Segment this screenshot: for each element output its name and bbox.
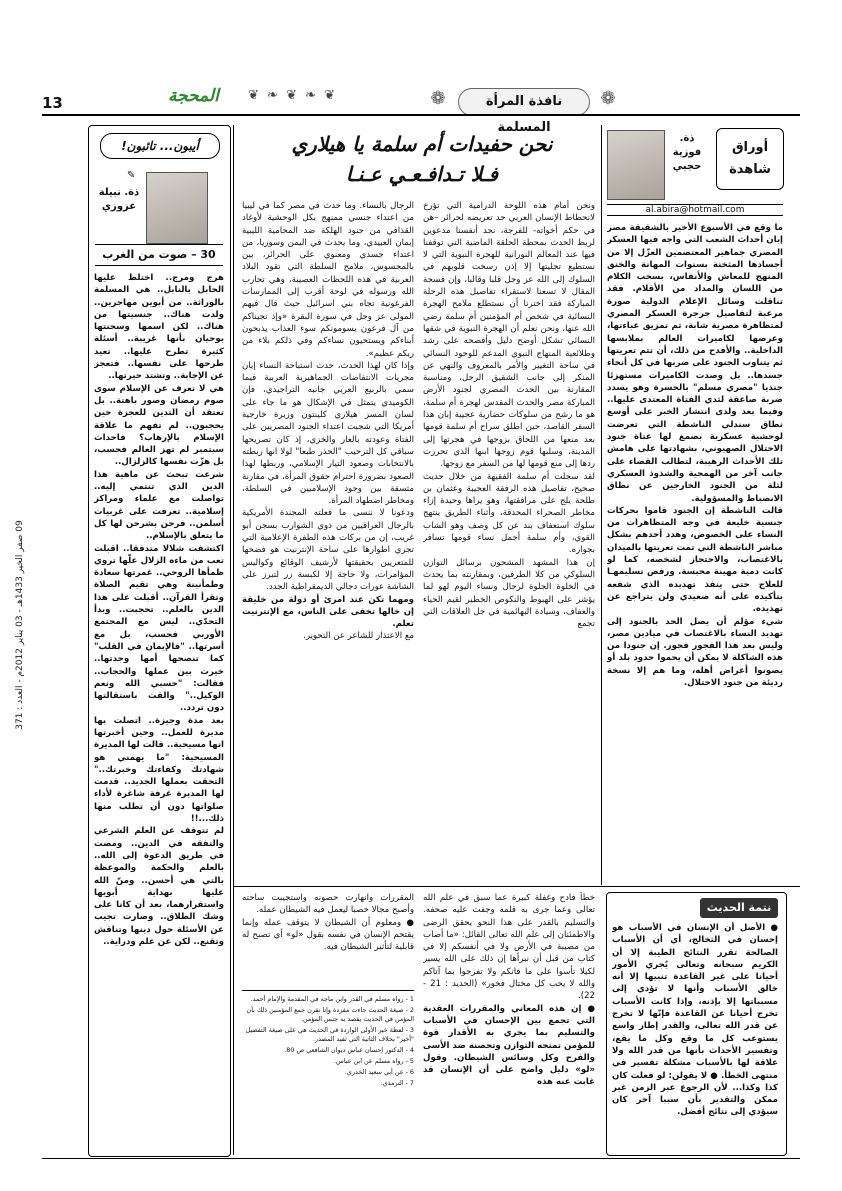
- right-author-label: ذة. فوزية حجبي: [672, 133, 702, 172]
- article-title-line-1: نحن حفيدات أم سلمة يا هيلاري: [291, 132, 553, 156]
- hadith-box-text: ● الأصل أن الإنسان في الأسباب هو إحسان في التخالج، أي أن الأسباب الصالحة تقرر النتائج الطيبة إلا أن الكريم سبحانه وتعالى يُجري الأمور أحيانا على غير القاعدة تنبيها إلا أنه خالق الأسباب وأنها لا تؤدي إلى مسبباتها إلا بإذنه، وإذا كانت الأسباب تخرج أحيانا عن القاعدة فإنّها لا تخرج عن قدر الله تعالى، والقدر إطار واسع يستوعب كل ما وقع وكل ما يقع، وتفسير الأحداث بأنها من قدر الله ولا علاقة لها بالأسباب مشكلة تفسير في منتهى الخطأ. ● لا يقولن: لو فعلت كان كذا وكذا... لأن الرجوع عبر الزمن غير ممكن والتقدير بأن سببا آخر كان سيؤدي إلى نتائج أفضل.: [612, 923, 778, 1118]
- banner-ornament-icon: ❁: [600, 88, 616, 109]
- section-label: المحجة: [168, 86, 219, 106]
- issue-date: 09 صفر الخير 1433هـ - 03 يناير 2012م - العدد : 371: [15, 520, 25, 730]
- footnotes: 1 - رواه مسلم في القدر وابن ماجه في المقدمة والإمام أحمد. 2 - صيغة الحديث جاءت مفردة وإنا نقرن جمع المؤمنين ذلك بأن المؤمن في الحديث يقصد به جنس المؤمن. 3 - لفظة خير الأولى الواردة في الحديث هي على صيغة التفضيل "أخير" بخلاف الثانية التي تفيد المصدر. 4 - الدكتور إحسان عباس ديوان الشافعي ص 80. 5 - رواه مسلم عن ابن عباس. 6 - عن أبي سعيد الخدري. 7 - الترمذي.: [242, 990, 414, 1159]
- header-rule: [42, 114, 800, 116]
- bottom-section-rule: [233, 886, 800, 887]
- left-author-label: ذة. نبيلة عزوزي: [98, 187, 140, 212]
- bottom-column-b: المقررات وانهارت حصونه واستجيبت ساحته وأصبح مجالا خصبا ليعمل فيه الشيطان عمله. ● ومعلوم أن الشيطان لا يتوقف عمله وإنما يقتحم الإنسان في نفسه بقول «لو» أي تصبح له قابلية لتأثير الشيطان فيه.: [242, 893, 414, 953]
- article-column-a: ونحن أمام هذه اللوحة الدرامية التي تؤرخ لانحطاط الإنسان العربي حد تعريضه لحرائر –هن في حكم أخواته- للفرجة، نجد أنفسنا مدعوين لربط الحدث بمحطة الحلقة الماضية التي توقفنا فيها عند المعالم النورانية للهجرة النبوية التي لا نستطيع تجليتها إلا إذن رسخت قلوبهم في السلوك إلى الله عز وجل قلبا وقالبا، وإن فسحة المقال لا تسعنا لاستقراء تفاصيل هذه الرحلة المباركة فقد اخترنا أن نستطلع ملامح الهجرة النسائية في شخص أم المؤمنين أم سلمة رضي الله عنها، ونحن نعلم أن الهجرة النبوية في شقها النسائي تشكل أوضح دليل وأفصحه على رشد وطلائعية المنهاج النبوي المدعم للوجود النسائي في ساحة التغيير والأمر بالمعروف والنهي عن المنكر إلى جانب الشقيق الرجل، ومناسبة المقارنة بين الحدث المصري لجنود الأرض المباركة مصر والحدث المقدس لهجرة أم سلمة، هو ما رشح من سلوكات حضارية عجيبة إبان هذا السفر القاصد، حين اطلق سراح أم سلمة قومها بعد منعها من اللحاق بزوجها في هجرتها إلى المدينة، وسلبها قوم زوجها ابنها الذي تحررت ردها إلى منع قومها لها من السفر مع زوجها. لقد سجلت أم سلمة الفقيهة من خلال حديث صحيح، تفاصيل هذه الرفقة العجيبة وعثمان بن طلحة يلج على مرافقتها، وهو يراها وحيدة إزاء مخاطر الصحراء المحدقة، وأثناء الطريق ينتهج سلوك استعفاف بند عن كل وصف وهو الشاب القوي، وأم سلمة أجمل نساء قومها تسافر بجواره. إن هذا المشهد المشحون برسائل التوازن السلوكي من كلا الطرفين، وبمقارنته بما يحدث في الخلوة الجلوة لرجال ونساء اليوم لهو لما يؤشر على الهبوط والنكوص الخطير لقيم الحياء والعفاف، وسيادة البهائمية في جل العلاقات التي تجمع: [423, 201, 595, 630]
- author-photo: [607, 130, 665, 200]
- bottom-column-a: خطأ فادح وغفلة كبيرة عما سبق في علم الله تعالى وعما جرى به قلمه وجفت عليه صحفه. والتسليم بالقدر على هذا النحو يحقق الرضى والاطمئنان إلى علم الله تعالى القائل: «ما أصاب من مصيبة في الأرض ولا في أنفسكم إلا في كتاب من قبل أن نبرأها إن ذلك على الله يسير لكيلا تأسوا على ما فاتكم ولا تفرحوا بما آتاكم والله لا يحب كل مختال فخور» (الحديد : 21 - 22). ● إن هذه المعاني والمقررات العقدية التي تجمع بين الإحسان في الأسباب والتسليم بما يجري به الأقدار قوة للمؤمن تمنحه التوازن وتحصنه ضد الأسى والفرح وكل وسائس الشيطان. وقول «لو» دليل واضح على أن الإنسان قد غابت عنه هذه: [423, 893, 595, 1088]
- banner-ornament-icon: ❁: [430, 88, 446, 109]
- ornament-icon: ❦ ❧ ❦ ❧ ❦: [248, 88, 337, 103]
- right-column-text: ما وقع في الأسبوع الأخير بالشقيقة مصر إبان أحداث الشعب التي واجه فيها العسكر المصري جماهير المعتصمين العزّل إلا من أجسادها المثخنة بسنوات المهانة والخنق المنهج للمعاش والأنفاس، بسحب الكلام من اللسان والمداد من الأقلام. فقد تناقلت وسائل الإعلام الدولية صورة مرعبة لتفاصيل جرجرة العسكر المصري لمتظاهرة مصرية شابة، ثم تمزيق عباءتها، وعرضها لكاميرات العالم بملابسها الداخلية.. والأفدح من ذلك، أن تتم تعريتها ثم يتناوب الجنود على ضربها في كل أنحاء جسدها.. بل وصدت الكاميرات مستهزئا جنديا "مصري مسلم" بالحسرة وهو يسدد ضربة صاعقة لثدي الفتاة المعتدى عليها.. وفيما بعد ولدى انتشار الخبر على أوسع نطاق سندلي الناشطة التي تعرضت لوحشية عسكرية بصمغ لها عتاة جنود الاحتلال الصهيوني، بشهادتها على هامش تلك الأحداث الرهيبة، لتطالب القضاء على جانب آخر من الهمجية والشذوذ العسكري لثلة من الجنود الخارجين عن نطاق الانضباط والمسؤولية. قالت الناشطة إن الجنود قاموا بحركات جنسية خليعة في وجه المتظاهرات من النساء على الخصوص، وهدد أحدهم بشكل مباشر الناشطة التي تمت تعريتها بالميدان بالاغتصاب، والاحتجاز لشخصه، كما لو كانت دمية مهينة محبسة. ورفض تسليمهـا للعلاج حتى ينفذ تهديده الذي شفعه بتأكيده على أنه صعيدي ولن يتراجع عن تهديده. شيء مؤلم أن يصل الحد بالجنود إلى تهديد النساء بالاغتصاب في ميادين مصر، وليس بعد هذا الفجور فجور. إن جنودا من هذه الشاكلة لا يمكن أن يحموا حدود بلد أو يصونوا أعراض أهله، وما هم إلا نسخة رديئة من جنود الاحتلال.: [607, 223, 783, 688]
- author-photo: [146, 172, 208, 244]
- column-divider: [233, 125, 234, 1155]
- hadith-box-title: نتمة الحديث: [700, 898, 778, 918]
- page-number: 13: [42, 94, 63, 112]
- pen-icon: ✎: [127, 170, 136, 181]
- left-series-label: أيبون... تائبون!: [100, 133, 220, 159]
- article-column-b: الرجال بالنساء. وما حدث في مصر كما في ليبيا من اعتداء جنسي ممنهج بكل الوحشية لأوغاد القذافي من جنود الهلكة ضد المحامية الليبية إيمان العبيدي، وما يحدث في اليمن وسوريا، من اعتداء جسدي ومعنوي على الحرائر، بين بالمحسوس، ملامح السلطة التي تقود البلاد العربية في هذه اللحظات العصيبة، وهي تحارب الله ورسوله في لوحة أقرب إلى الممارسات الفرعونية تجاه بني اسرائيل حيث قال فيهم المولى عز وجل في سورة البقرة «وإذ نجيناكم من آل فرعون يسومونكم سوء العذاب يذبحون أبناءكم ويستحيون نساءكم وفي ذلكم بلاء من ربكم عظيم». وإذا كان لهذا الحدث، حدث استباحة النساء إبان مجريات الانتفاضات الجماهيرية العربية فيما سمي بالربيع العربي جانبه التراجيدي، فإن الكوميدي يتمثل في الإشكال هو ما جاء على لسان المسز هيلاري كلينتون وزيرة خارجية أمريكا التي شجبت اعتداء الجنود المصريين على الفتاة وعودته بالعار والخزي، إذ كان تصريحها سياقي كل الترحيب "الحذر طبعا" لولا انها ربطته بالانتخابات وصعود التيار الإسلامي، وربطها لهذا الصعود بضرورة احترام حقوق المرأة، في مقارنة متسقة بين وجود الإسلاميين في السلطة، ومخاطر اضطهاد المرأة. ودعونا لا ننسى ما فعلته المجندة الأمريكية بالرجال العراقيين من ذوي الشوارب بسجن أبو غريب، إن من بركات هذه الطفرة الإعلامية التي تجري اطوارها على ساحة الإنترنيت هو فضحها للمتعريين بحقيقتها لأرشيف الوقائع وكواليس المؤامرات، ولا حاجة إلا لكبسة زر لتبرز على الشاشة عورات دجالي الديمقراطية الجدد. ومهما تكن عند امرئ أو دولة من خليقة إن خالها تخفى على الناس، مع الإنترنيت تعلم. مع الاعتذار للشاعر عن التحوير.: [242, 201, 414, 642]
- column-divider: [601, 125, 602, 885]
- left-column-text: هرج ومرج.. اختلط عليها الحابل بالنابل.. هي المسلمة بالوراثة.. من أبوين مهاجرين.. ولدت هناك.. جنسيتها من هناك.. لكن اسمها وسحنتها يوحيان بأنها غريبة.. أسئلة كثيرة تطرح عليها.. تعيد طرحها على نفسها.. فتعجز عن الإجابة.. وتشتد حيرتها.. هي لا تعرف عن الإسلام سوى صوم رمضان وصور باهتة.. بل تعتقد أن التدين للعجزة حين يحجبون.. لم تفهم ما علاقة الإسلام بالإرهاب؟ فاحداث سبتمبر لم تهز العالم فحسب، بل هزّت نفسها كالزلزال.. شرعت تبحث عن ماهية هذا الدين الذي تنتمي إليه.. تواصلت مع علماء ومراكز إسلامية.. تعرفت على غربيات أسلمن.. فرحن بشرحن لها كل ما يتعلق بالإسلام.. اكتشفت شلالا متدفقا.. اقبلت تعب من ماءه الزلال علّها تروي ظمأها الروحي.. غمرتها سعادة وطمأنينة وهي تقيم الصلاة وتقرأ القرآن.. أقبلت على هذا الدين بالعلم.. تحجبت.. وبدأ التحدّي.. ليس مع المجتمع الأوربي فحسب، بل مع أسرتها.. "فالإيمان في القلب" كما تنصحها أمها وجدتها.. خيرت بين عملها والحجاب.. فقالت: "حسبي الله ونعم الوكيل.." والقت باستقالتها دون تردد.. بعد مدة وجيزة.. اتصلت بها مديرة للعمل.. وحين أخبرتها انها مسيحية.. قالت لها المديرة المسيحية: "ما يهمني هو شهادتك وكفاءتك وخبرتك.." التحقت بعملها الجديد.. قدمت لها المديرة غرفة شاغرة لأداء صلواتها دون أن تطلب منها ذلك...!! لم تتوقف عن العلم الشرعي والتفقه في الدين.. ومضت في طريق الدعوة إلى الله.. بالعلم والحكمة والموعظة بالتي هي أحسن.. ومنّ الله عليها بهداية أبويها واستقرارهما، بعد أن كانا على وشك الطلاق.. وصارت تجيب عن الأسئلة حول دينها وتناقش وتقنع.. لكن عن علم ودراية..: [94, 273, 224, 948]
- left-subtitle: 30 – صوت من الغرب: [95, 244, 223, 266]
- article-title-line-2: فـلا تـدافـعـي عـنـا: [345, 162, 499, 186]
- right-series-label: أوراق شاهدة: [716, 128, 784, 190]
- email[interactable]: al.abira@hotmail.com: [607, 204, 783, 216]
- footer-rule: [42, 1158, 800, 1159]
- banner-label: نافذة المرأة المسلمة: [458, 88, 590, 116]
